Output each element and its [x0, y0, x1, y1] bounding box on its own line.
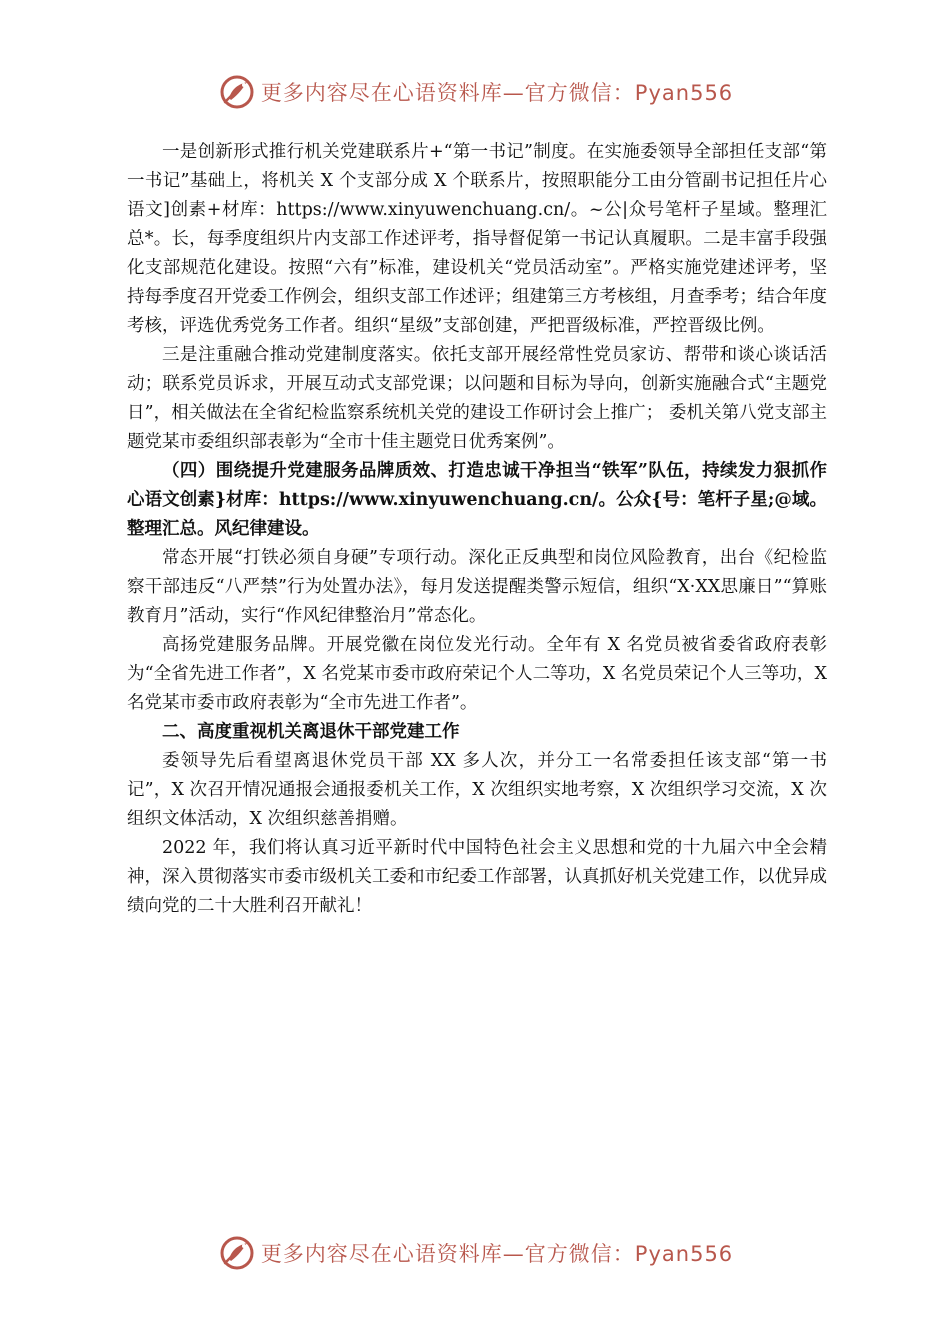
- section-heading-2: 二、高度重视机关离退休干部党建工作: [162, 722, 460, 742]
- footer-watermark-banner: [0, 1233, 950, 1273]
- paragraph-2022-outlook: 2022 年，我们将认真习近平新时代中国特色社会主义思想和党的十九届六中全会精神，深入贯彻落实市委市级机关工委和市纪委工作部署，认真抓好机关党建工作，以优异成绩向党的二十大胜利召开献礼！: [127, 838, 827, 916]
- paragraph-self-discipline: 常态开展“打铁必须自身硬”专项行动。深化正反典型和岗位风险教育，出台《纪检监察干部违反“八严禁”行为处置办法》，每月发送提醒类警示短信，组织“X·XX思廉日”“算账教育月”活动，实行“作风纪律整治月”常态化。: [127, 548, 827, 626]
- footer-watermark-text: 更多内容尽在心语资料库—官方微信：Pyan556: [260, 1242, 734, 1266]
- paragraph-integration: 三是注重融合推动党建制度落实。依托支部开展经常性党员家访、帮带和谈心谈话活动；联系党员诉求，开展互动式支部党课；以问题和目标为导向，创新实施融合式“主题党日”，相关做法在全省纪检监察系统机关党的建设工作研讨会上推广； 委机关第八党支部主题党某市委组织部表彰为“全市十佳主题党日优秀案例”。: [127, 345, 827, 452]
- header-watermark-text: 更多内容尽在心语资料库—官方微信：Pyan556: [260, 81, 734, 105]
- section-heading-4: （四）围绕提升党建服务品牌质效、打造忠诚干净担当“铁军”队伍，持续发力狠抓作心语文创素}材库：https://www.xinyuwenchuang.cn/。公众{号：笔杆子星;@域。整理汇总。风纪律建设。: [127, 461, 827, 539]
- paragraph-retirees: 委领导先后看望离退休党员干部 XX 多人次，并分工一名常委担任该支部“第一书记”，X 次召开情况通报会通报委机关工作，X 次组织实地考察，X 次组织学习交流，X 次组织文体活动，X 次组织慈善捐赠。: [127, 751, 827, 829]
- logo-icon: [217, 72, 257, 112]
- header-watermark-banner: [0, 72, 950, 112]
- document-body: [127, 138, 827, 921]
- logo-icon: [217, 1233, 257, 1273]
- paragraph-party-contact-zones: 一是创新形式推行机关党建联系片+“第一书记”制度。在实施委领导全部担任支部“第一书记”基础上，将机关 X 个支部分成 X 个联系片，按照职能分工由分管副书记担任片心语文]创素+材库：https://www.xinyuwenchuang.cn/。~公|众号笔杆子星域。整理汇总*。长，每季度组织片内支部工作述评考，指导督促第一书记认真履职。二是丰富手段强化支部规范化建设。按照“六有”标准，建设机关“党员活动室”。严格实施党建述评考，坚持每季度召开党委工作例会，组织支部工作述评；组建第三方考核组，月查季考；结合年度考核，评选优秀党务工作者。组织“星级”支部创建，严把晋级标准，严控晋级比例。: [127, 142, 827, 336]
- paragraph-service-brand: 高扬党建服务品牌。开展党徽在岗位发光行动。全年有 X 名党员被省委省政府表彰为“全省先进工作者”，X 名党某市委市政府荣记个人二等功，X 名党员荣记个人三等功，X 名党某市委市政府表彰为“全市先进工作者”。: [127, 635, 827, 713]
